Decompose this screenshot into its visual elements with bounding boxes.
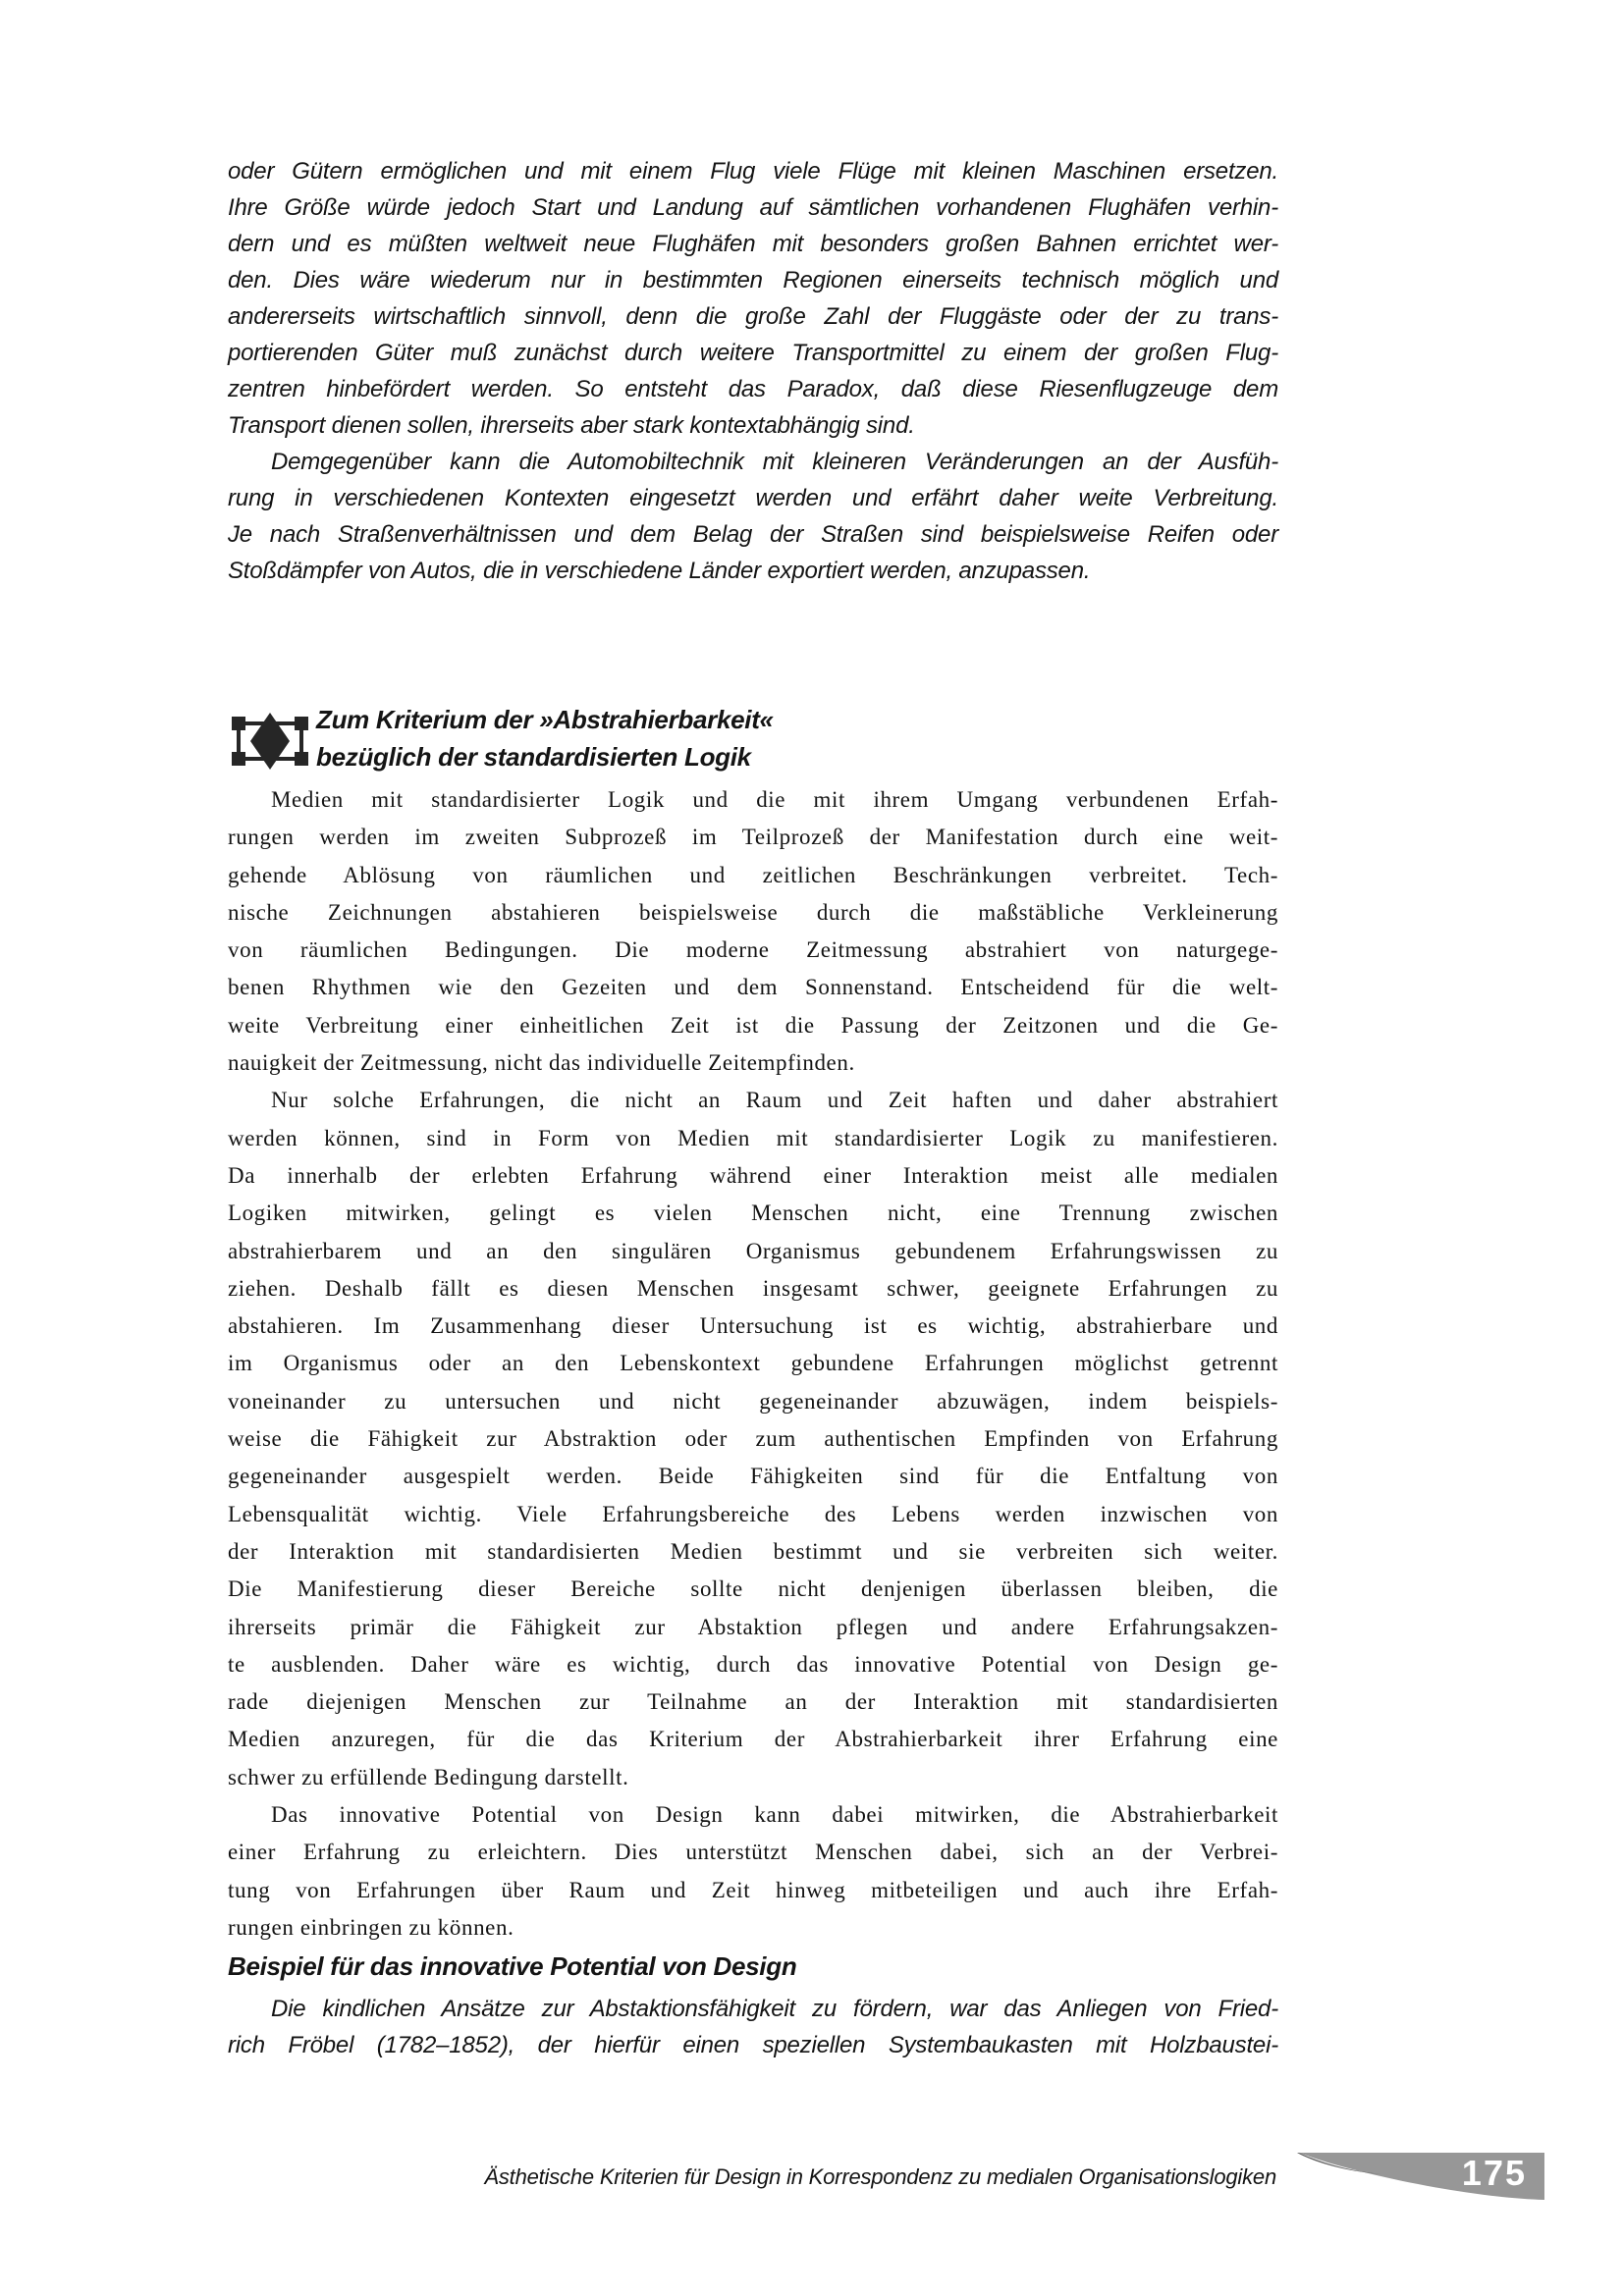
text-line: Medien mit standardisierter Logik und die mit ihrem Umgang verbundenen Erfah- <box>271 787 1278 812</box>
text-line: Da innerhalb der erlebten Erfahrung während einer Interaktion meist alle medialen <box>228 1162 1278 1188</box>
text-line: Medien anzuregen, für die das Kriterium der Abstrahierbarkeit ihrer Erfahrung eine <box>228 1727 1278 1752</box>
text-line: der Interaktion mit standardisierten Medien bestimmt und sie verbreiten sich weiter. <box>228 1538 1278 1564</box>
text-line: Ihre Größe würde jedoch Start und Landung auf sämtlichen vorhandenen Flughäfen verhin- <box>228 194 1278 221</box>
example-italic-paragraph <box>228 1991 1278 2063</box>
text-line: andererseits wirtschaftlich sinnvoll, denn die große Zahl der Fluggäste oder der zu trans- <box>228 303 1278 330</box>
subheading: Beispiel für das innovative Potential von Design <box>228 1951 797 1981</box>
text-line: gehende Ablösung von räumlichen und zeitlichen Beschränkungen verbreitet. Tech- <box>228 862 1278 887</box>
text-line: te ausblenden. Daher wäre es wichtig, durch das innovative Potential von Design ge- <box>228 1651 1278 1677</box>
text-line: abstrahierbarem und an den singulären Organismus gebundenem Erfahrungswissen zu <box>228 1238 1278 1263</box>
text-line: gegeneinander ausgespielt werden. Beide Fähigkeiten sind für die Entfaltung von <box>228 1464 1278 1489</box>
text-line: tung von Erfahrungen über Raum und Zeit hinweg mitbeteiligen und auch ihre Erfah- <box>228 1877 1278 1902</box>
text-line: portierenden Güter muß zunächst durch weitere Transportmittel zu einem der großen Flug- <box>228 340 1278 366</box>
text-line: rungen einbringen zu können. <box>228 1914 514 1940</box>
text-line: weise die Fähigkeit zur Abstraktion oder zum authentischen Empfinden von Erfahrung <box>228 1426 1278 1452</box>
text-line: Stoßdämpfer von Autos, die in verschiedene Länder exportiert werden, anzupassen. <box>228 558 1091 584</box>
text-line: rungen werden im zweiten Subprozeß im Teilprozeß der Manifestation durch eine weit- <box>228 825 1278 850</box>
text-line: im Organismus oder an den Lebenskontext gebundene Erfahrungen möglichst getrennt <box>228 1351 1278 1376</box>
text-line: nauigkeit der Zeitmessung, nicht das individuelle Zeitempfinden. <box>228 1050 855 1076</box>
diamond-ornament-icon <box>232 713 308 770</box>
text-line: Die kindlichen Ansätze zur Abstaktionsfähigkeit zu fördern, war das Anliegen von Fried- <box>271 1996 1278 2022</box>
text-line: weite Verbreitung einer einheitlichen Zeit ist die Passung der Zeitzonen und die Ge- <box>228 1012 1278 1038</box>
text-line: Das innovative Potential von Design kann dabei mitwirken, die Abstrahierbarkeit <box>271 1802 1278 1828</box>
text-line: Die Manifestierung dieser Bereiche sollte nicht denjenigen überlassen bleiben, die <box>228 1576 1278 1602</box>
page-number-swoosh <box>1295 2150 1548 2203</box>
body-paragraphs <box>228 781 1278 1947</box>
section-heading <box>316 701 1062 775</box>
text-line: voneinander zu untersuchen und nicht gegeneinander abzuwägen, indem beispiels- <box>228 1388 1278 1414</box>
text-line: abstahieren. Im Zusammenhang dieser Untersuchung ist es wichtig, abstrahierbare und <box>228 1313 1278 1339</box>
text-line: Demgegenüber kann die Automobiltechnik mit kleineren Veränderungen an der Ausfüh- <box>271 449 1278 475</box>
section-heading-line1: Zum Kriterium der »Abstrahierbarkeit« <box>316 705 774 734</box>
text-line: zentren hinbefördert werden. So entsteht das Paradox, daß diese Riesenflugzeuge dem <box>228 376 1278 402</box>
text-line: einer Erfahrung zu erleichtern. Dies unterstützt Menschen dabei, sich an der Verbrei- <box>228 1840 1278 1865</box>
section-heading-line2: bezüglich der standardisierten Logik <box>316 742 751 772</box>
text-line: rade diejenigen Menschen zur Teilnahme an der Interaktion mit standardisierten <box>228 1689 1278 1715</box>
intro-italic-paragraphs <box>228 153 1278 589</box>
text-line: rich Fröbel (1782–1852), der hierfür einen speziellen Systembaukasten mit Holzbaustei- <box>228 2032 1278 2058</box>
text-line: Lebensqualität wichtig. Viele Erfahrungsbereiche des Lebens werden inzwischen von <box>228 1501 1278 1526</box>
footer-running-title: Ästhetische Kriterien für Design in Korrespondenz zu medialen Organisationslogiken <box>484 2164 1276 2189</box>
text-line: rung in verschiedenen Kontexten eingesetzt werden und erfährt daher weite Verbreitung. <box>228 485 1278 511</box>
text-line: dern und es müßten weltweit neue Flughäfen mit besonders großen Bahnen errichtet wer- <box>228 231 1278 257</box>
text-line: von räumlichen Bedingungen. Die moderne Zeitmessung abstrahiert von naturgege- <box>228 937 1278 963</box>
text-line: ziehen. Deshalb fällt es diesen Menschen insgesamt schwer, geeignete Erfahrungen zu <box>228 1275 1278 1301</box>
text-line: ihrerseits primär die Fähigkeit zur Abstaktion pflegen und andere Erfahrungsakzen- <box>228 1614 1278 1639</box>
text-line: Logiken mitwirken, gelingt es vielen Menschen nicht, eine Trennung zwischen <box>228 1201 1278 1226</box>
page-number: 175 <box>1461 2153 1527 2193</box>
text-line: Transport dienen sollen, ihrerseits aber stark kontextabhängig sind. <box>228 412 915 439</box>
text-line: werden können, sind in Form von Medien mit standardisierter Logik zu manifestieren. <box>228 1125 1278 1150</box>
text-line: den. Dies wäre wiederum nur in bestimmten Regionen einerseits technisch möglich und <box>228 267 1278 294</box>
text-line: schwer zu erfüllende Bedingung darstellt. <box>228 1764 629 1789</box>
text-line: Je nach Straßenverhältnissen und dem Belag der Straßen sind beispielsweise Reifen oder <box>228 521 1278 548</box>
text-line: nische Zeichnungen abstahieren beispielsweise durch die maßstäbliche Verkleinerung <box>228 899 1278 925</box>
text-line: oder Gütern ermöglichen und mit einem Flug viele Flüge mit kleinen Maschinen ersetzen. <box>228 158 1278 185</box>
text-line: benen Rhythmen wie den Gezeiten und dem Sonnenstand. Entscheidend für die welt- <box>228 975 1278 1000</box>
text-line: Nur solche Erfahrungen, die nicht an Raum und Zeit haften und daher abstrahiert <box>271 1088 1278 1113</box>
